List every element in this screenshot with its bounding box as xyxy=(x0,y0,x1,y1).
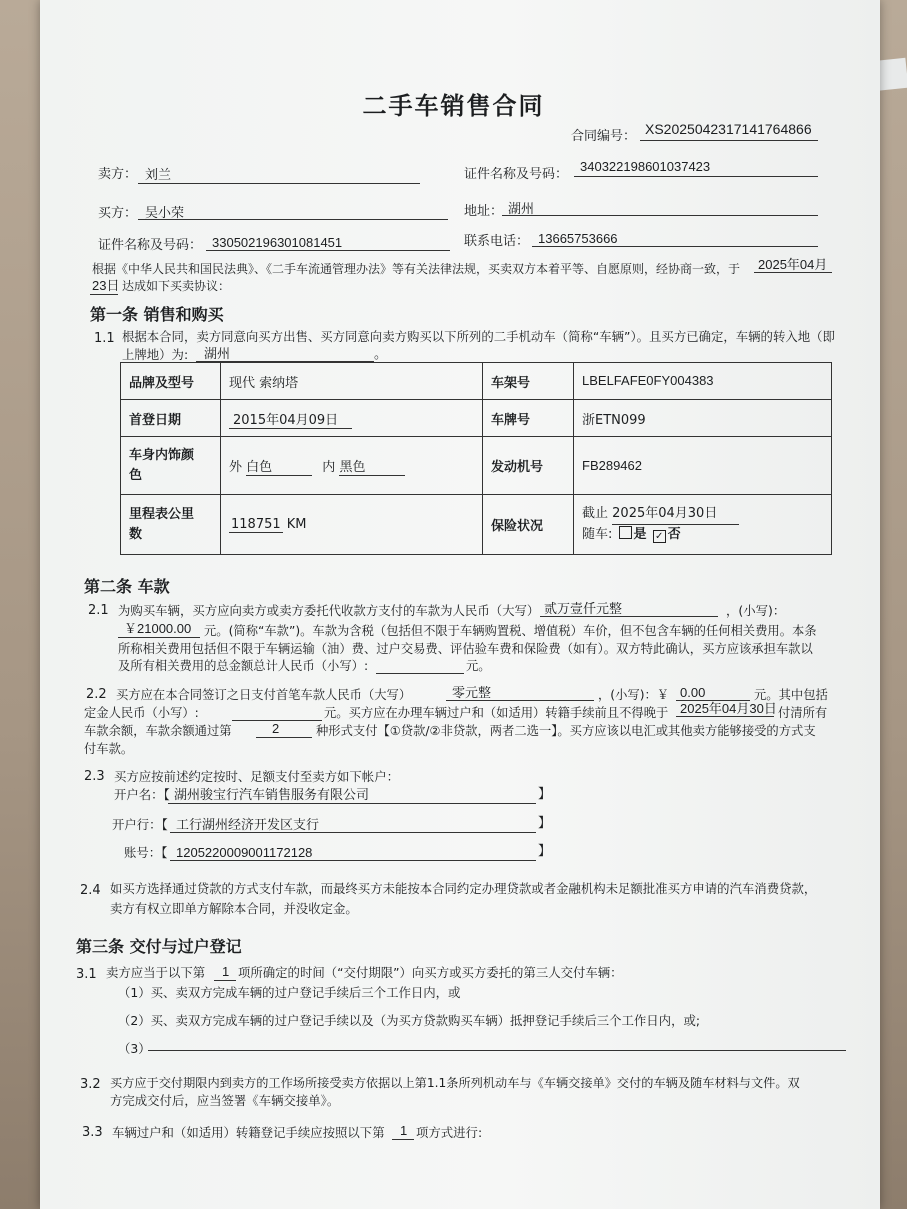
mileage-label: 里程表公里 xyxy=(129,506,195,522)
no-label: 否 xyxy=(667,527,681,542)
article2-heading: 第二条 车款 xyxy=(84,577,170,596)
address-label: 地址： xyxy=(464,204,504,219)
color-label: 车身内饰颜 xyxy=(129,447,195,463)
phone-label: 联系电话： xyxy=(464,234,530,249)
table-row xyxy=(121,437,832,495)
clause-2-1-text-b: ，(小写)： xyxy=(726,603,786,618)
buyer-label: 买方： xyxy=(98,206,138,221)
registration-place: 湖州 xyxy=(204,346,231,361)
clause-2-2-line2-c: 付清所有 xyxy=(778,706,828,720)
with-car-label: 随车: xyxy=(582,527,613,542)
bracket-close-2: 】 xyxy=(538,816,552,831)
seller-id: 340322198601037423 xyxy=(580,159,711,174)
color-label-cell xyxy=(121,437,221,495)
clause-3-3-text: 车辆过户和（如适用）转籍登记手续应按照以下第 xyxy=(112,1125,385,1140)
mileage-unit: KM xyxy=(286,517,307,532)
clause-3-1-text: 卖方应当于以下第 xyxy=(106,965,206,980)
delivery-item: 1 xyxy=(222,964,230,979)
interior-color: 黑色 xyxy=(339,456,405,476)
clause-3-3-num: 3.3 xyxy=(82,1125,103,1140)
reg-date-label: 首登日期 xyxy=(121,400,221,437)
vehicle-table xyxy=(120,362,832,555)
preamble-text: 根据《中华人民共和国民法典》、《二手车流通管理办法》等有关法律法规，买卖双方本着平等、自愿原则，经协商一致，于 xyxy=(92,262,741,276)
bank-branch: 工行湖州经济开发区支行 xyxy=(176,817,320,832)
delivery-option-1: （1）买、卖双方完成车辆的过户登记手续后三个工作日内，或 xyxy=(118,985,461,1000)
table-row xyxy=(121,400,832,437)
mileage-label-2: 数 xyxy=(129,526,143,542)
clause-2-3-num: 2.3 xyxy=(84,769,105,784)
bank-label: 开户行：【 xyxy=(112,817,168,832)
checkbox-yes[interactable] xyxy=(619,526,632,539)
engine-label: 发动机号 xyxy=(483,437,574,495)
price-chinese: 贰万壹仟元整 xyxy=(544,601,623,616)
vin-label: 车架号 xyxy=(483,363,574,400)
contract-number-label: 合同编号： xyxy=(571,129,637,144)
exterior-label: 外 xyxy=(229,459,243,475)
buyer-id-label: 证件名称及号码： xyxy=(98,238,203,253)
clause-2-1-text: 为购买车辆，买方应向卖方或卖方委托代收款方支付的车款为人民币（大写） xyxy=(118,603,540,618)
seller-id-label: 证件名称及号码： xyxy=(464,167,569,182)
clause-2-4-line2: 卖方有权立即单方解除本合同，并没收定金。 xyxy=(110,901,358,916)
transfer-item: 1 xyxy=(400,1123,408,1138)
mileage-cell xyxy=(221,495,483,555)
contract-number: XS2025042317141764866 xyxy=(645,121,812,137)
account-label: 账号：【 xyxy=(124,845,168,860)
bracket-close-3: 】 xyxy=(538,844,552,859)
color-cell xyxy=(221,437,483,495)
exterior-color: 白色 xyxy=(246,456,312,476)
vin-value: LBELFAFE0FY004383 xyxy=(582,373,714,388)
clause-3-2-num: 3.2 xyxy=(80,1077,101,1092)
clause-2-2-line3: 车款余额，车款余额通过第 xyxy=(84,724,232,738)
clause-3-1-text-b: 项所确定的时间（“交付期限”）向买方或买方委托的第三人交付车辆： xyxy=(238,965,623,980)
bank-account-name: 湖州骏宝行汽车销售服务有限公司 xyxy=(174,787,370,802)
clause-2-1-line2: 元。(简称“车款”)。车款为含税（包括但不限于车辆购置税、增值税）车价，但不包含车辆的任何相关费用。本条 xyxy=(204,624,817,638)
brand-value: 现代 索纳塔 xyxy=(229,375,299,391)
interior-label: 内 xyxy=(322,459,336,475)
article3-heading: 第三条 交付与过户登记 xyxy=(76,937,242,956)
clause-2-1-line4: 及所有相关费用的总金额总计人民币（小写）: xyxy=(118,659,369,673)
seller-label: 卖方： xyxy=(98,167,138,182)
clause-1-1-num: 1.1 xyxy=(94,331,115,346)
checkbox-no[interactable]: ✓ xyxy=(653,530,666,543)
engine-value: FB289462 xyxy=(582,457,642,473)
mileage-label-cell xyxy=(121,495,221,555)
insurance-until-label: 截止 xyxy=(582,506,609,521)
clause-3-2-text: 买方应于交付期限内到卖方的工作场所接受卖方依据以上第1.1条所列机动车与《车辆交接单》交付的车辆及随车材料与文件。双 xyxy=(110,1076,800,1090)
clause-2-1-num: 2.1 xyxy=(88,603,109,618)
clause-3-1-num: 3.1 xyxy=(76,967,97,982)
buyer-name: 吴小荣 xyxy=(145,205,185,220)
clause-2-2-line2-b: 元。买方应在办理车辆过户和（如适用）转籍手续前且不得晚于 xyxy=(324,706,669,720)
color-label-2: 色 xyxy=(129,467,143,483)
payment-deadline: 2025年04月30日 xyxy=(680,701,777,716)
first-payment: 0.00 xyxy=(680,685,706,700)
buyer-phone: 13665753666 xyxy=(538,231,618,246)
article1-heading: 第一条 销售和购买 xyxy=(90,305,224,324)
bank-account-number: 1205220009001172128 xyxy=(176,845,313,860)
preamble-end: 达成如下买卖协议： xyxy=(122,279,231,293)
clause-2-4-num: 2.4 xyxy=(80,883,101,898)
insurance-until: 2025年04月30日 xyxy=(612,504,739,525)
clause-2-2-text-c: 元。其中包括 xyxy=(754,688,828,702)
first-payment-chinese: 零元整 xyxy=(452,685,492,700)
mileage-value: 118751 xyxy=(231,517,281,532)
table-row xyxy=(121,495,832,555)
clause-3-2-line2: 方完成交付后，应当签署《车辆交接单》。 xyxy=(110,1093,340,1108)
bracket-close: 】 xyxy=(538,787,552,802)
clause-2-2-line4: 付车款。 xyxy=(84,742,134,756)
clause-2-2-line2: 定金人民币（小写）: xyxy=(84,706,199,720)
payment-method: 2 xyxy=(272,721,280,736)
insurance-cell xyxy=(574,495,832,555)
plate-value: 浙ETN099 xyxy=(582,412,646,428)
delivery-option-2: （2）买、卖双方完成车辆的过户登记手续以及（为买方贷款购买车辆）抵押登记手续后三个工作日内，或; xyxy=(118,1013,701,1028)
clause-1-1-text-2: 上牌地）为: xyxy=(122,347,189,362)
clause-2-1-line4-end: 元。 xyxy=(466,659,491,673)
clause-2-2-line3-b: 种形式支付【①贷款/②非贷款，两者二选一】。买方应该以电汇或其他卖方能够接受的方式支 xyxy=(316,724,816,738)
insurance-label: 保险状况 xyxy=(483,495,574,555)
sign-date-day: 23日 xyxy=(92,278,120,293)
delivery-option-3: （3） xyxy=(118,1041,151,1056)
bank-name-label: 开户名：【 xyxy=(114,787,170,802)
clause-1-1-end: 。 xyxy=(374,347,388,362)
clause-2-2-text-b: ，(小写)：￥ xyxy=(598,688,670,702)
reg-date-value: 2015年04月09日 xyxy=(229,413,352,429)
plate-label: 车牌号 xyxy=(483,400,574,437)
yes-label: 是 xyxy=(633,527,647,542)
clause-2-3-text: 买方应按前述约定按时、足额支付至卖方如下帐户： xyxy=(114,769,399,784)
contract-title: 二手车销售合同 xyxy=(362,92,545,120)
brand-label: 品牌及型号 xyxy=(121,363,221,400)
clause-2-2-text: 买方应在本合同签订之日支付首笔车款人民币（大写） xyxy=(116,688,412,702)
buyer-address: 湖州 xyxy=(508,201,535,216)
seller-name: 刘兰 xyxy=(145,167,172,182)
clause-1-1-text: 根据本合同，卖方同意向买方出售、买方同意向卖方购买以下所列的二手机动车（简称“车辆”）。且买方已确定，车辆的转入地（即 xyxy=(122,329,835,344)
clause-3-3-text-b: 项方式进行: xyxy=(416,1125,483,1140)
sign-date: 2025年04月 xyxy=(758,257,828,272)
clause-2-1-line3: 所称相关费用包括但不限于车辆运输（油）费、过户交易费、评估验车费和保险费（如有）。双方特此确认，买方应该承担车款以 xyxy=(118,642,813,656)
table-row xyxy=(121,363,832,400)
buyer-id: 330502196301081451 xyxy=(212,235,343,250)
clause-2-2-num: 2.2 xyxy=(86,687,107,702)
clause-2-4-text: 如买方选择通过贷款的方式支付车款，而最终买方未能按本合同约定办理贷款或者金融机构未足额批准买方申请的汽车消费贷款， xyxy=(110,881,817,896)
price-amount: ￥21000.00 xyxy=(124,621,192,636)
